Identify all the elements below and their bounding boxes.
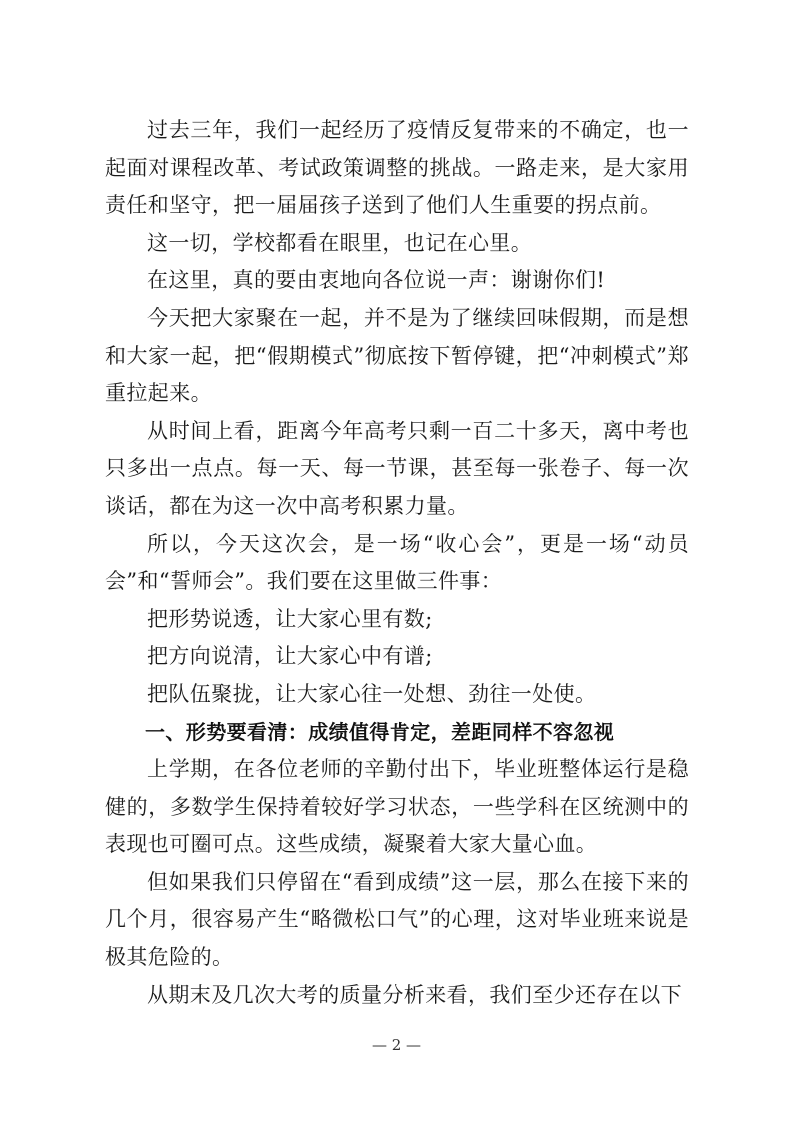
paragraph: 这一切，学校都看在眼里，也记在心里。 (147, 230, 533, 255)
page-number: — 2 — (371, 1036, 422, 1054)
paragraph: 过去三年，我们一起经历了疫情反复带来的不确定，也一起面对课程改革、考试政策调整的挑战。一路走来，是大家用责任和坚守，把一届届孩子送到了他们人生重要的拐点前。 (105, 118, 689, 218)
paragraph: 所以，今天这次会，是一场“收心会”，更是一场“动员会”和“誓师会”。我们要在这里做三件事： (105, 531, 689, 594)
paragraph: 上学期，在各位老师的辛勤付出下，毕业班整体运行是稳健的，多数学生保持着较好学习状态，一些学科在区统测中的表现也可圈可点。这些成绩，凝聚着大家大量心血。 (105, 757, 689, 857)
paragraph: 今天把大家聚在一起，并不是为了继续回味假期，而是想和大家一起，把“假期模式”彻底按下暂停键，把“冲刺模式”郑重拉起来。 (105, 305, 689, 406)
paragraph: 从期末及几次大考的质量分析来看，我们至少还存在以下 (147, 982, 682, 1007)
section-heading: 一、形势要看清：成绩值得肯定，差距同样不容忽视 (145, 719, 615, 744)
list-item: 把形势说透，让大家心里有数; (147, 606, 433, 631)
paragraph: 但如果我们只停留在“看到成绩”这一层，那么在接下来的几个月，很容易产生“略微松口气”的心理，这对毕业班来说是极其危险的。 (105, 869, 689, 970)
paragraph: 从时间上看，距离今年高考只剩一百二十多天，离中考也只多出一点点。每一天、每一节课，甚至每一张卷子、每一次谈话，都在为这一次中高考积累力量。 (105, 418, 689, 518)
list-item: 把方向说清，让大家心中有谱; (147, 644, 433, 669)
list-item: 把队伍聚拢，让大家心往一处想、劲往一处使。 (147, 681, 597, 706)
paragraph: 在这里，真的要由衷地向各位说一声：谢谢你们! (147, 268, 606, 293)
document-body (105, 112, 689, 1014)
